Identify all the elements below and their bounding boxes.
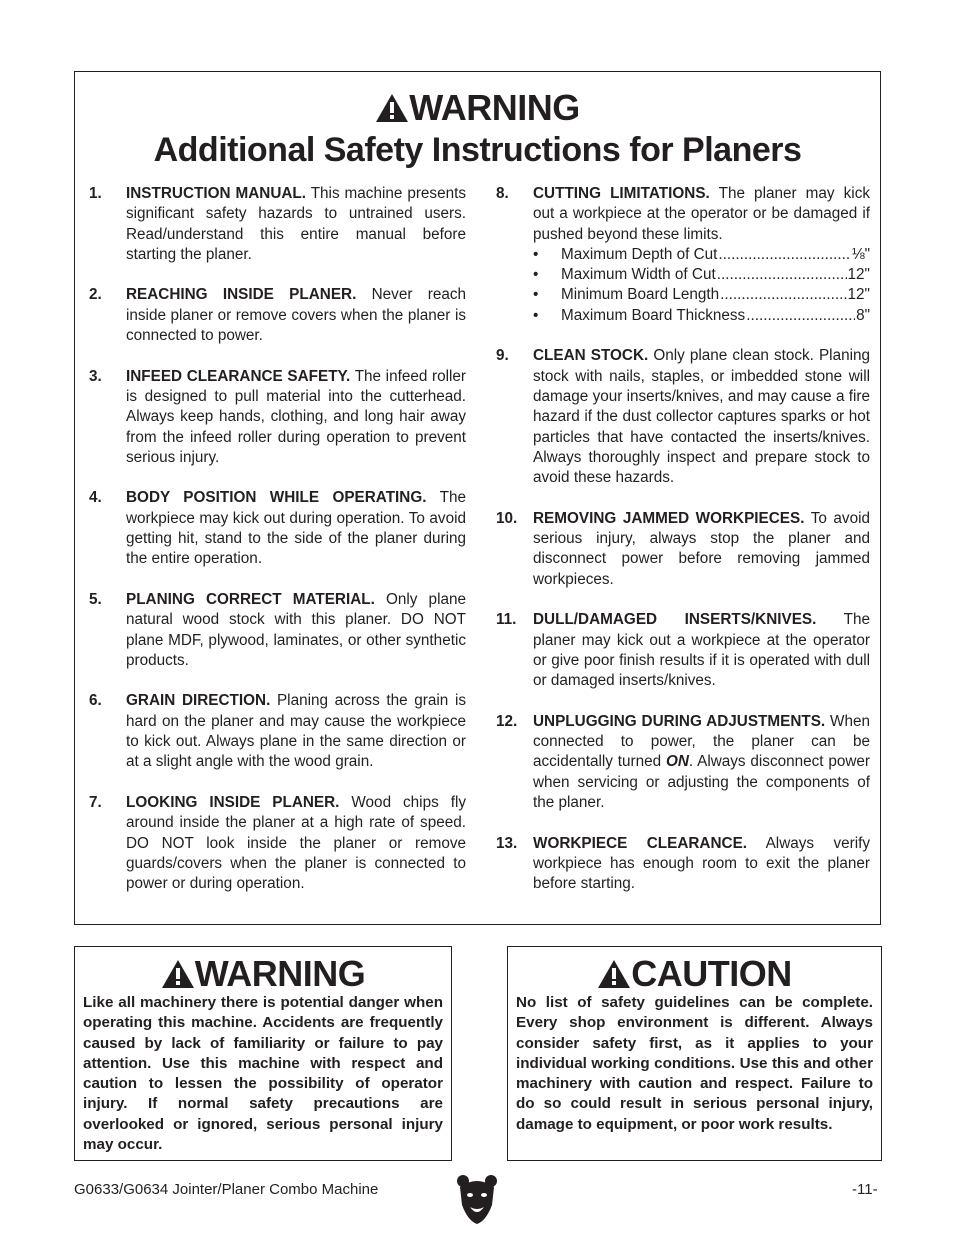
item-heading: REMOVING JAMMED WORKPIECES. bbox=[533, 509, 805, 527]
warning-label: WARNING bbox=[409, 87, 580, 128]
left-column bbox=[89, 184, 466, 915]
item-text: The planer may kick out a workpiece at the operator or give poor finish results if it is operated with dull or damaged inserts/knives. bbox=[533, 611, 870, 690]
warning-box-heading bbox=[75, 953, 451, 995]
limit-label: Maximum Board Thickness bbox=[561, 306, 746, 324]
item-number: 2. bbox=[89, 286, 102, 304]
item-number: 7. bbox=[89, 793, 102, 811]
item-number: 1. bbox=[89, 185, 102, 202]
list-item bbox=[89, 367, 466, 468]
cutting-limits-list bbox=[533, 245, 870, 326]
limit-item: • Maximum Width of Cut ..... 12" bbox=[533, 265, 870, 285]
item-heading: GRAIN DIRECTION. bbox=[126, 692, 271, 710]
warning-triangle-icon bbox=[161, 959, 195, 989]
item-heading: DULL/DAMAGED INSERTS/KNIVES. bbox=[533, 611, 817, 629]
bear-logo-icon bbox=[456, 1173, 498, 1225]
item-text: Only plane clean stock. Planing stock with nails, staples, or imbedded stone will damage your inserts/knives, and may cause a fire hazard if the dust collector captures sparks or hot particles that have contacted the inserts/knives. Always thoroughly inspect and prepare stock to avoid these hazards. bbox=[533, 347, 870, 487]
list-item bbox=[496, 509, 870, 590]
list-item bbox=[496, 834, 870, 895]
page-title: Additional Safety Instructions for Planers bbox=[153, 131, 802, 169]
item-heading: UNPLUGGING DURING ADJUSTMENTS. bbox=[533, 712, 826, 730]
item-number: 10. bbox=[496, 509, 518, 527]
page-number: -11- bbox=[852, 1181, 878, 1198]
item-text: The infeed roller is designed to pull material into the cutterhead. Always keep hands, clothing, and long hair away from the infeed roller during operation to prevent serious injury. bbox=[126, 367, 466, 466]
limit-item: • Minimum Board Length ..... 12" bbox=[533, 285, 870, 305]
limit-label: Minimum Board Length bbox=[561, 286, 720, 304]
item-number: 5. bbox=[89, 590, 102, 608]
item-heading: BODY POSITION WHILE OPERATING. bbox=[126, 489, 427, 507]
on-emphasis: ON bbox=[665, 753, 689, 771]
list-item bbox=[496, 712, 870, 813]
limit-value: 8" bbox=[856, 306, 870, 324]
item-number: 13. bbox=[496, 834, 518, 852]
caution-triangle-icon bbox=[597, 959, 631, 989]
list-item bbox=[89, 488, 466, 569]
item-heading: CLEAN STOCK. bbox=[533, 347, 649, 365]
limit-value: 12" bbox=[847, 266, 870, 284]
warning-triangle-icon bbox=[375, 93, 409, 123]
item-number: 8. bbox=[496, 185, 509, 202]
item-text: This machine presents significant safety hazards to untrained users. Read/understand this entire manual before starting the planer. bbox=[126, 185, 466, 263]
limit-label: Maximum Width of Cut bbox=[561, 266, 716, 284]
list-item bbox=[496, 346, 870, 488]
item-text: Always verify workpiece has enough room to exit the planer before starting. bbox=[533, 834, 870, 893]
item-text: Wood chips fly around inside the planer at a high rate of speed. DO NOT look inside the planer or remove guards/covers when the planer is connected to power or during operation. bbox=[126, 793, 466, 893]
item-number: 11. bbox=[496, 611, 517, 629]
item-number: 9. bbox=[496, 347, 509, 365]
item-heading: PLANING CORRECT MATERIAL. bbox=[126, 590, 375, 608]
item-text: Planing across the grain is hard on the planer and may cause the workpiece to kick out. Always plane in the same direction or at a slight angle with the wood grain. bbox=[126, 692, 466, 771]
item-text: . Always disconnect power when servicing or adjusting the components of the planer. bbox=[533, 753, 871, 811]
limit-item: • Maximum Depth of Cut ..... ⅛" bbox=[533, 245, 870, 265]
list-item bbox=[89, 793, 466, 894]
item-number: 4. bbox=[89, 489, 102, 507]
item-heading: INFEED CLEARANCE SAFETY. bbox=[126, 367, 351, 385]
item-text: When connected to power, the planer can be accidentally turned bbox=[533, 712, 871, 771]
list-item bbox=[496, 184, 870, 326]
item-heading: INSTRUCTION MANUAL. bbox=[126, 185, 307, 202]
item-text: To avoid serious injury, always stop the planer and disconnect power before removing jammed workpieces. bbox=[533, 509, 870, 588]
item-heading: LOOKING INSIDE PLANER. bbox=[126, 793, 340, 811]
item-text: Only plane natural wood stock with this planer. DO NOT plane MDF, plywood, laminates, or other synthetic products. bbox=[126, 590, 466, 669]
item-text: The workpiece may kick out during operation. To avoid getting hit, stand to the side of the planer during the entire operation. bbox=[126, 489, 466, 568]
item-number: 6. bbox=[89, 692, 102, 710]
warning-box-label: WARNING bbox=[194, 953, 366, 994]
list-item bbox=[89, 184, 466, 265]
limit-value: 12" bbox=[847, 286, 870, 304]
warning-heading bbox=[75, 88, 880, 128]
item-heading: REACHING INSIDE PLANER. bbox=[126, 286, 357, 304]
item-heading: WORKPIECE CLEARANCE. bbox=[533, 834, 748, 852]
item-text: The planer may kick out a workpiece at the operator or be damaged if pushed beyond these limits. bbox=[533, 185, 871, 243]
limit-label: Maximum Depth of Cut bbox=[561, 245, 718, 263]
warning-box-text: Like all machinery there is potential danger when operating this machine. Accidents are frequently caused by lack of familiarity or failure to pay attention. Use this machine with respect and caution to lessen the possibility of operator injury. If normal safety precautions are overlooked or ignored, serious personal injury may occur. bbox=[83, 994, 443, 1154]
item-number: 12. bbox=[496, 712, 518, 730]
caution-box-label: CAUTION bbox=[631, 953, 792, 994]
caution-box-heading bbox=[508, 953, 881, 995]
item-heading: CUTTING LIMITATIONS. bbox=[533, 185, 710, 202]
list-item bbox=[496, 610, 870, 691]
caution-box-text: No list of safety guidelines can be complete. Every shop environment is different. Always consider safety first, as it applies to your individual working conditions. Use this and other machinery with caution and respect. Failure to do so could result in serious personal injury, damage to equipment, or poor work results. bbox=[516, 994, 873, 1133]
limit-item: • Maximum Board Thickness ..... 8" bbox=[533, 306, 870, 326]
list-item bbox=[89, 691, 466, 772]
item-text: Never reach inside planer or remove covers when the planer is connected to power. bbox=[126, 286, 466, 345]
list-item bbox=[89, 285, 466, 346]
safety-instructions-box bbox=[74, 71, 881, 925]
list-item bbox=[89, 590, 466, 671]
warning-box bbox=[74, 946, 452, 1161]
item-number: 3. bbox=[89, 367, 102, 385]
caution-box bbox=[507, 946, 882, 1161]
right-column bbox=[496, 184, 870, 915]
limit-value: ⅛" bbox=[851, 245, 870, 263]
footer-model: G0633/G0634 Jointer/Planer Combo Machine bbox=[74, 1181, 379, 1198]
